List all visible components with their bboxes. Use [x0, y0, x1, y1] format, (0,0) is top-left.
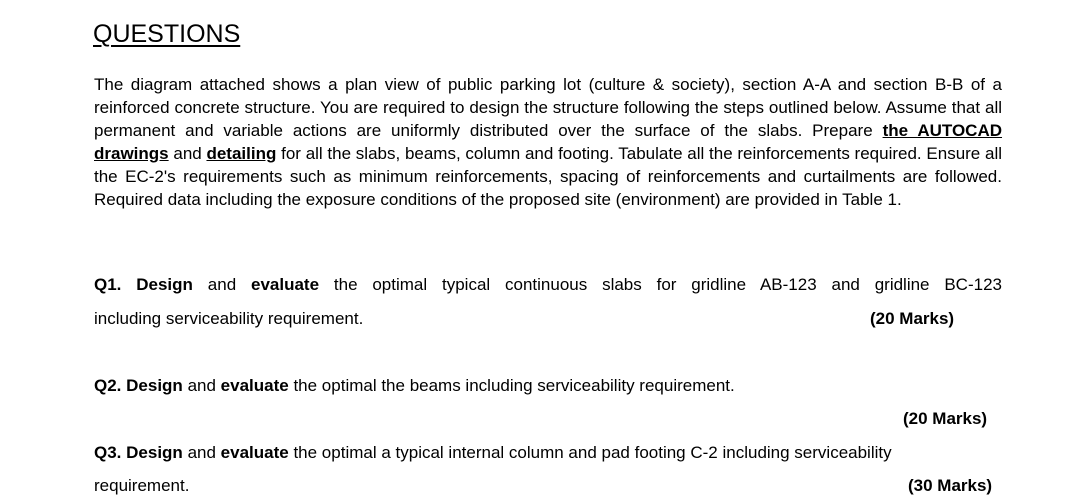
question-2-text: the optimal the beams including serviceability requirement. — [293, 376, 735, 395]
page-title: QUESTIONS — [93, 20, 241, 48]
intro-text-2: and — [168, 144, 207, 163]
question-2-and: and — [187, 376, 216, 395]
question-1-label: Q1. — [94, 275, 122, 294]
question-1-marks: (20 Marks) — [870, 309, 955, 328]
question-1-and: and — [207, 275, 237, 294]
question-3-label: Q3. — [94, 443, 122, 462]
intro-text-3: for all the slabs, beams, column and footing. Tabulate all the reinforcements required. Ensure all the EC-2's requirements such as minimum reinforcements, spacing of reinforcements and curtailments are followed. Required data including the exposure conditions of the proposed site (environment) are provided in Table 1. — [94, 144, 1003, 209]
question-1-text: the optimal typical continuous slabs for gridline AB-123 and gridline BC-123 — [333, 275, 1002, 294]
question-3-line-2 — [94, 476, 1004, 496]
question-3-line-1 — [94, 443, 892, 463]
question-1-text-2: including serviceability requirement. — [94, 309, 364, 328]
question-3-text-2: requirement. — [94, 476, 190, 495]
question-3-marks: (30 Marks) — [908, 476, 993, 495]
question-2-evaluate: evaluate — [220, 376, 289, 395]
question-3-text: the optimal a typical internal column and pad footing C-2 including serviceability — [293, 443, 892, 462]
question-2-marks: (20 Marks) — [903, 409, 988, 428]
question-1-line-2 — [94, 309, 1004, 329]
intro-paragraph — [94, 73, 1002, 211]
detailing-emphasis: detailing — [206, 144, 277, 163]
question-2-label: Q2. — [94, 376, 122, 395]
question-3-evaluate: evaluate — [220, 443, 289, 462]
question-3-and: and — [187, 443, 216, 462]
intro-text-1: The diagram attached shows a plan view of public parking lot (culture & society), section A-A and section B-B of a reinforced concrete structure. You are required to design the structure following the steps outlined below. Assume that all permanent and variable actions are uniformly distributed over the surface of the slabs. Prepare — [94, 75, 1002, 140]
question-2-design: Design — [126, 376, 183, 395]
autocad-drawings-emphasis: the AUTOCAD drawings — [94, 121, 1003, 163]
question-1-design: Design — [136, 275, 193, 294]
question-1-line-1 — [94, 275, 1002, 295]
question-2-line-1 — [94, 376, 735, 396]
question-1-evaluate: evaluate — [251, 275, 320, 294]
question-3-design: Design — [126, 443, 183, 462]
